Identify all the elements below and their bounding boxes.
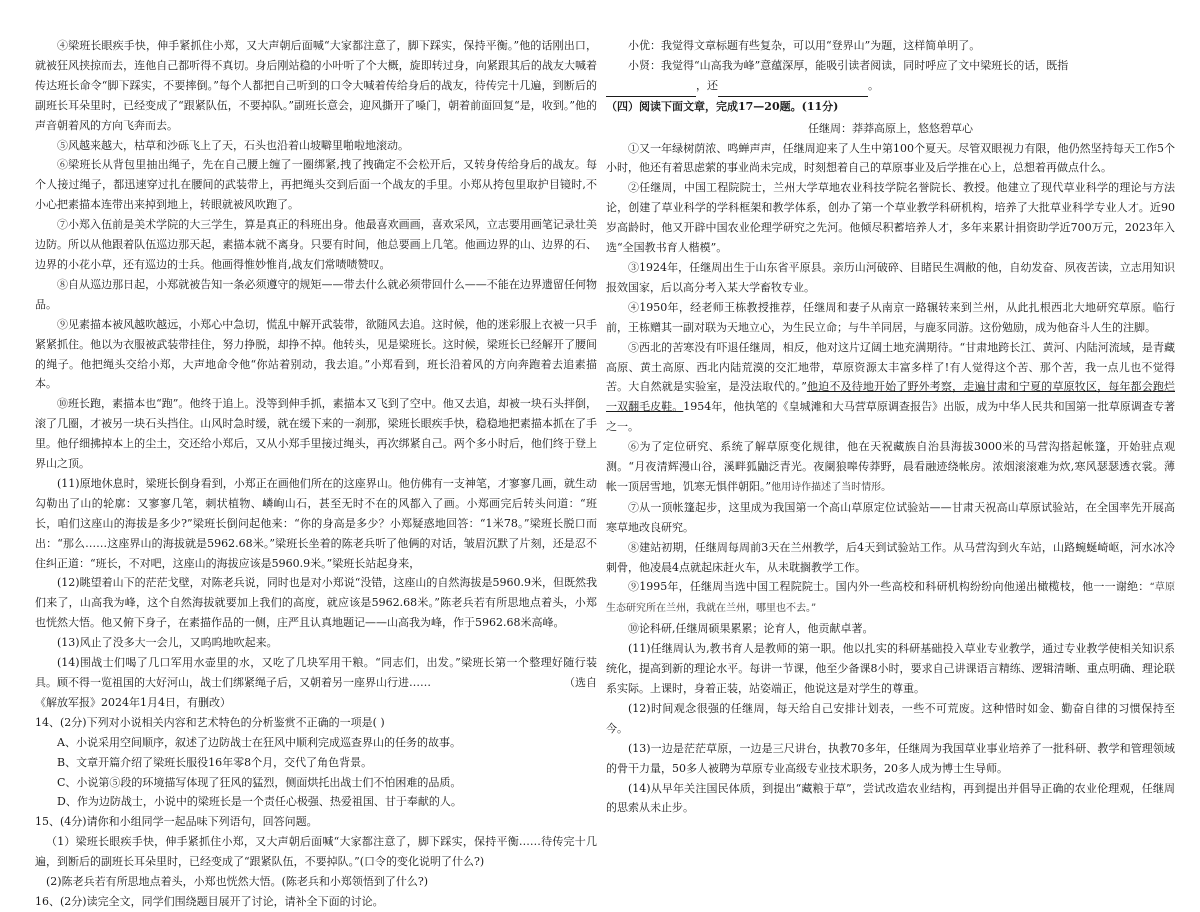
article-paragraph-3: ③1924年，任继周出生于山东省平原县。亲历山河破碎、目睹民生凋敝的他，自幼发奋、夙夜苦读，立志用知识报效国家，后以高分考入某大学畜牧专业。 (606, 260, 1175, 294)
article-paragraph-2: ②任继周，中国工程院院士，兰州大学草地农业科技学院名誉院长、教授。他建立了现代草业科学的理论与方法论，创建了草业科学的学科框架和教学体系，创办了第一个草业教学科研机构，培养了大批草业科学专业人才。近90岁高龄时，他又开辟中国农业伦理学研究之先河。他倾尽积蓄培养人才，多年来累计捐资助学近700万元，2023年入选“全国教书育人楷模”。 (606, 181, 1175, 255)
article-paragraph-12: (12)时间观念很强的任继周，每天给自己安排计划表，一些不可荒废。这种惜时如金、勤奋自律的习惯保持至今。 (606, 701, 1175, 735)
paragraph-9: ⑨见素描本被风越吹越远，小郑心中急切，慌乱中解开武装带，欲随风去追。这时候，他的迷彩服上衣被一只手紧紧抓住。他以为衣服被武装带挂住，努力挣脱，却挣不掉。他转头，见是梁班长。这时候，梁班长已经解开了腰间的绳子。他把绳头交给小郑，大声地命令他“你站着别动，我去追。”小郑看到，班长沿着风的方向奔跑着去追素描本。 (35, 317, 597, 391)
left-column (35, 36, 597, 912)
article-paragraph-5 (606, 338, 1175, 438)
paragraph-14 (35, 653, 597, 693)
article-paragraph-7: ⑦从一顶帐篷起步，这里成为我国第一个高山草原定位试验站——甘肃天祝高山草原试验站，在全国率先开展高寒草地改良研究。 (606, 500, 1175, 534)
section-4-heading: （四）阅读下面文章，完成17—20题。(11分) (606, 99, 839, 113)
source-a: （选自 (564, 676, 597, 689)
article-paragraph-9-quote: “草原生态研究所在兰州，我就在兰州，哪里也不去。” (606, 582, 1175, 615)
q14-option-b: B、文章开篇介绍了梁班长服役16年零8个月，交代了角色背景。 (57, 755, 373, 769)
article-paragraph-4: ④1950年，经老师王栋教授推荐，任继周和妻子从南京一路辗转来到兰州，从此扎根西北大地研究草原。临行前，王栋赠其一副对联为天地立心，为生民立命；与牛羊同居，与鹿豕同游。这份勉励，成为他奋斗人生的注脚。 (606, 300, 1175, 334)
q14-option-d: D、作为边防战士，小说中的梁班长是一个责任心极强、热爱祖国、甘于奉献的人。 (57, 795, 462, 809)
question-14: 14、(2分)下列对小说相关内容和艺术特色的分析鉴赏不正确的一项是( ) (35, 715, 385, 729)
article-paragraph-13: (13)一边是茫茫草原，一边是三尺讲台，执教70多年，任继周为我国草业事业培养了一批科研、教学和管理领域的骨干力量，50多人被聘为草原专业高级专业技术职务，20多人成为博士生导师。 (606, 741, 1175, 775)
article-paragraph-5-end: 1954年，他执笔的《皇城滩和大马营草原调查报告》出版，成为中华人民共和国第一批草原调查专著之一。 (606, 400, 1176, 434)
answer-blank-1[interactable] (606, 76, 696, 97)
paragraph-12: (12)眺望着山下的茫茫戈壁，对陈老兵说，同时也是对小郑说“没错，这座山的自然海拔是5960.9米，但既然我们来了，山高我为峰，这个自然海拔就要加上我们的高度，就应该是5962.68米。”陈老兵若有所思地点着头，小郑也恍然大悟。他又俯下身子，在素描作品的一侧，庄严且认真地题记——山高我为峰，作于5962.68米高峰。 (35, 576, 597, 630)
paragraph-14-text: (14)围战士们喝了几口军用水壶里的水，又吃了几块军用干粮。“同志们，出发。”梁班长第一个整理好随行装具。顾不得一览祖国的大好河山，战士们绑紧绳子后，又朝着另一座界山行进…… (35, 656, 597, 689)
article-paragraph-6-poem: ⑥为了定位研究、系统了解草原变化规律，他在天祝藏族自治县海拔3000米的马营沟搭起帐篷，开始驻点观测。“月夜清辉漫山谷，溪畔狐鼬泛青光。夜阑狼嗥传莽野，晨看融迹绕帐房。浓烟滚滚难为炊,寒风瑟瑟透衣裳。薄帐一顶居雪地，饥寒无惧伴朝阳。” (606, 440, 1175, 493)
paragraph-10: ⑩班长跑，素描本也“跑”。他终于追上。没等到伸手抓，素描本又飞到了空中。他又去追，却被一块石头拌倒，滚了几圈，才被另一块石头挡住。山风时急时缓，就在缓下来的一刹那，梁班长眼疾手快，稳稳地把素描本抓在了手里。他仔细拂掉本上的尘土，交还给小郑后，又从小郑手里接过绳头，再次绑紧自己。两个多小时后，他们终于登上界山之顶。 (35, 397, 597, 471)
question-16: 16、(2分)读完全文，同学们围绕题目展开了讨论，请补全下面的讨论。 (35, 894, 384, 908)
q14-option-a: A、小说采用空间顺序，叙述了边防战士在狂风中顺利完成巡查界山的任务的故事。 (57, 735, 461, 749)
article-paragraph-11: (11)任继周认为,教书育人是教师的第一职。他以扎实的科研基础投入草业专业教学，通过专业教学使相关知识系统化，提高到新的理论水平。每讲一节课，他至少备课8小时，要求自己讲课语言精练、逻辑清晰、重点明确、理论联系实际。上课时，身着正装，站姿端正，他说这是对学生的尊重。 (606, 642, 1175, 695)
discussion-xiaoxian: 小贤：我觉得“山高我为峰”意蕴深厚，能吸引读者阅读，同时呼应了文中梁班长的话，既指 (628, 58, 1069, 72)
article-paragraph-14: (14)从早年关注国民体质，到提出“藏粮于草”，尝试改造农业结构，再到提出并倡导正确的农业伦理观，任继周的思索从未止步。 (606, 781, 1175, 815)
right-column (606, 36, 1175, 818)
paragraph-13: (13)风止了没多大一会儿，又呜呜地吹起来。 (57, 636, 278, 650)
discussion-xiaoyou: 小优：我觉得文章标题有些复杂，可以用“登界山”为题，这样简单明了。 (628, 39, 981, 52)
answer-blanks-line (606, 76, 1175, 97)
article-paragraph-6 (606, 437, 1175, 498)
article-title: 任继周：莽莽高原上，悠悠碧草心 (808, 121, 973, 135)
paragraph-4: ④梁班长眼疾手快，伸手紧抓住小郑，又大声朝后面喊“大家都注意了，脚下踩实，保持平衡。”他的话刚出口，就被狂风挟掠而去，连他自己都听得不真切。身后刚站稳的小叶听了个大概，旋即转过身，向紧跟其后的战友大喊着传达班长命令“脚下踩实，不要摔倒。”每个人都把自己听到的口令大喊着传给身后的战友，待传完十几遍，到断后的副班长耳朵里时，已经变成了“跟紧队伍，不要掉队。”副班长意会，迎风撕开了嗓门，朝着前面回复“是，收到。”他的声音朝着风的方向飞奔而去。 (35, 39, 597, 132)
blank-connector: ，还 (696, 78, 718, 92)
paragraph-11: (11)原地休息时，梁班长倒身看到，小郑正在画他们所在的这座界山。他仿佛有一支神笔，才寥寥几画，就生动勾勒出了山的轮廓：又寥寥几笔，刺状植物、嶙峋山石，甚至无时不在的风都入了画。小郑画完后转头问道：“班长，咱们这座山的海拔是多少?”梁班长倒问起他来：“你的身高是多少？小郑疑惑地回答：“1米78。”梁班长脱口而出：“那么……这座界山的海拔就是5962.68米。”梁班长坐着的陈老兵听了他俩的对话，皱眉沉默了片刻，还是忍不住纠正道：“班长，不对吧，这座山的海拔应该是5960.9米。”梁班长站起身来， (35, 476, 597, 570)
question-15-1: （1）梁班长眼疾手快，伸手紧抓住小郑，又大声朝后面喊“大家都注意了，脚下踩实，保持平衡……待传完十几遍，到断后的副班长耳朵里时，已经变成了“跟紧队伍，不要掉队。”(口令的变化说明了什么?) (35, 835, 597, 869)
q14-option-c: C、小说第⑤段的环境描写体现了狂风的猛烈，侧面烘托出战士们不怕困难的品质。 (57, 775, 462, 789)
article-paragraph-9 (606, 577, 1175, 619)
article-paragraph-5-underlined: 他迫不及待地开始了野外考察，走遍甘肃和宁夏的草原牧区，每年都会跑烂一双翻毛皮鞋。 (606, 380, 1175, 414)
article-paragraph-9-text: ⑨1995年，任继周当选中国工程院院士。国内外一些高校和科研机构纷纷向他递出橄榄枝，他一一谢绝： (628, 580, 1150, 594)
paragraph-6: ⑥梁班长从背包里抽出绳子，先在自己腰上缠了一圈绑紧,拽了拽确定不会松开后，又转身传给身后的战友。每个人接过绳子，都迅速穿过扎在腰间的武装带上，再把绳头交到后面一个战友的手里。小郑从挎包里取护目镜时,不小心把素描本连带出来掉到地上，转眼就被风吹跑了。 (35, 158, 597, 212)
paragraph-8: ⑧自从巡边那日起，小郑就被告知一条必须遵守的规矩——带去什么就必须带回什么——不能在边界遗留任何物品。 (35, 277, 597, 311)
source-citation: 《解放军报》2024年1月4日，有删改） (35, 695, 231, 709)
article-paragraph-1: ①又一年绿树荫浓、鸣蝉声声，任继周迎来了人生中第100个夏天。尽管双眼视力有限，他仍然坚持每天工作5个小时，他还有着思虑萦的事业尚未完成，时刻想着自己的草原事业及后学推在心上，总想着再做点什么。 (606, 141, 1175, 175)
answer-blank-2[interactable] (718, 76, 868, 97)
paragraph-5: ⑤风越来越大，枯草和沙砾飞上了天，石头也沿着山坡噼里啪啦地滚动。 (57, 138, 409, 152)
article-paragraph-6-note: 他用诗作描述了当时情形。 (771, 481, 892, 493)
paragraph-7: ⑦小郑入伍前是美术学院的大三学生，算是真正的科班出身。他最喜欢画画，喜欢采风，立志要用画笔记录壮美边防。所以从他跟着队伍巡边那天起，素描本就不离身。只要有时间，他总要画上几笔。他画边界的山、边界的石、边界的小花小草，还有巡边的士兵。他画得惟妙惟肖,战友们常啧啧赞叹。 (35, 218, 597, 271)
article-paragraph-8: ⑧建站初期，任继周每周前3天在兰州教学，后4天到试验站工作。从马营沟到火车站，山路蜿蜒崎岖，河水冰冷刺骨，他凌晨4点就起床赶火车，从未耽搁教学工作。 (606, 540, 1175, 574)
article-paragraph-5-quote: ⑤西北的苦寒没有吓退任继周，相反，他对这片辽阔土地充满期待。“甘肃地跨长江、黄河、内陆河流域，是青藏高原、黄土高原、西北内陆荒漠的交汇地带，草原资源太丰富多样了!有人觉得这个苦、那个苦，我一点儿也不觉得苦。大自然就是实验室，是没法取代的。” (606, 340, 1175, 394)
article-paragraph-10: ⑩论科研,任继周硕果累累；论育人，他贡献卓著。 (628, 622, 874, 636)
blank-end: 。 (868, 78, 879, 92)
question-15: 15、(4分)请你和小组同学一起品味下列语句，回答问题。 (35, 815, 318, 829)
question-15-2: (2)陈老兵若有所思地点着头，小郑也恍然大悟。(陈老兵和小郑领悟到了什么?) (46, 875, 429, 889)
